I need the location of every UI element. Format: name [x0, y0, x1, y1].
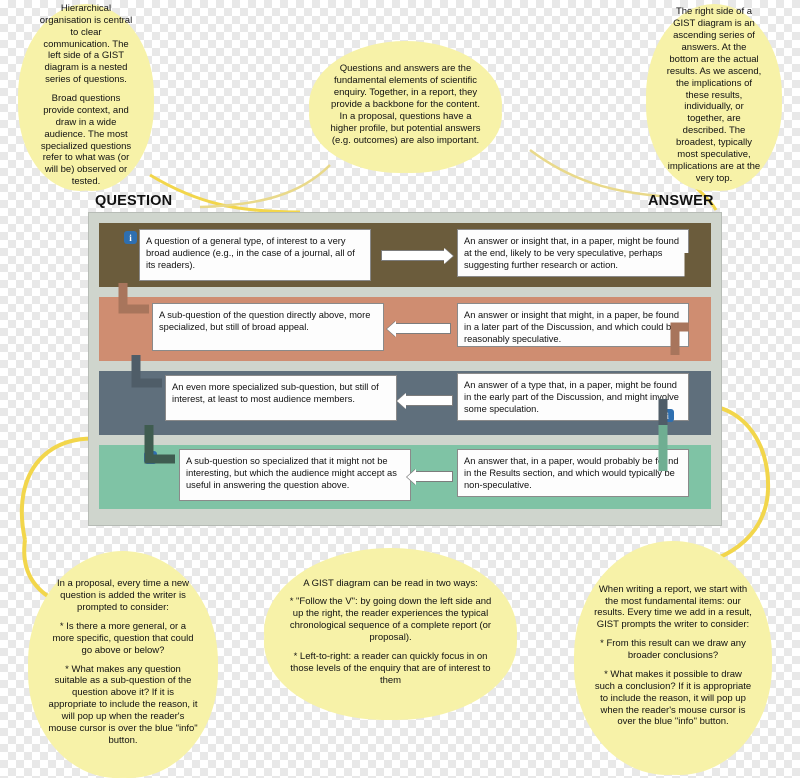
cloud-top-center-p1: Questions and answers are the fundamental elements of scientific enquiry. Together, in a report, they provide a backbone for the content. In a proposal, questions have a higher profile, but potential answers (e.g. outcomes) are also important.	[330, 63, 481, 146]
cloud-bottom-center-p1: A GIST diagram can be read in two ways:	[303, 577, 478, 589]
answer-box-3: An answer of a type that, in a paper, might be found in the early part of the Discussion, and might involve some speculation.	[457, 373, 689, 421]
cloud-bottom-center-p3: * Left-to-right: a reader can quickly focus in on those levels of the enquiry that are of interest to them	[290, 650, 491, 686]
answer-column-header: ANSWER	[648, 193, 714, 209]
cloud-bottom-right-p1: When writing a report, we start with the most fundamental items: our results. Every time we add in a result, GIST prompts the writer to consider:	[594, 583, 752, 631]
cloud-top-right	[650, 8, 778, 183]
cloud-top-left-p1: Hierarchical organisation is central to clear communication. The left side of a GIST diagram is a nested series of questions.	[39, 2, 133, 86]
cloud-bottom-left-p3: * What makes any question suitable as a sub-question of the question above it? If it is appropriate to include the reason, it will pop up when the reader's mouse cursor is over the blue "info" button.	[48, 663, 198, 746]
cloud-bottom-right-p3: * What makes it possible to draw such a conclusion? If it is appropriate to include the reason, it will pop up when the reader's mouse cursor is over the blue "info" button.	[594, 668, 752, 728]
question-box-4: A sub-question so specialized that it might not be interesting, but which the audience might accept as useful in answering the question above.	[179, 449, 411, 501]
info-button-row-4[interactable]: i	[144, 451, 157, 464]
cloud-bottom-right	[578, 545, 768, 767]
cloud-bottom-left-p1: In a proposal, every time a new question is added the writer is prompted to consider:	[56, 578, 189, 614]
cloud-top-left-p2: Broad questions provide context, and draw in a wide audience. The most specialized questions refer to what was (or will be) observed or tested.	[40, 93, 132, 188]
answer-box-1: An answer or insight that, in a paper, might be found at the end, likely to be very speculative, perhaps suggesting further research or action.	[457, 229, 689, 277]
cloud-bottom-left	[32, 555, 214, 770]
cloud-bottom-center	[268, 552, 513, 712]
arrow-row-3	[405, 395, 453, 406]
cloud-bottom-left-p2: * Is there a more general, or a more specific, question that could go above or below?	[52, 620, 194, 656]
arrow-row-4	[415, 471, 453, 482]
answer-box-2: An answer or insight that might, in a paper, be found in a later part of the Discussion, and which could be reasonably speculative.	[457, 303, 689, 347]
cloud-top-left	[22, 2, 150, 188]
cloud-bottom-center-p2: * "Follow the V": by going down the left side and up the right, the reader experiences the typical chronological sequence of a complete report (or proposal).	[289, 596, 492, 643]
cloud-bottom-right-p2: * From this result can we draw any broader conclusions?	[600, 638, 746, 662]
question-box-3: An even more specialized sub-question, but still of interest, at least to most audience members.	[165, 375, 397, 421]
arrow-row-2	[395, 323, 451, 334]
gist-diagram-panel	[88, 212, 722, 526]
answer-box-4: An answer that, in a paper, would probably be found in the Results section, and which would typically be non-speculative.	[457, 449, 689, 497]
cloud-top-right-p1: The right side of a GIST diagram is an ascending series of answers. At the bottom are the actual results. As we ascend, the implications of these results, individually, or together, are described. The broadest, typically most speculative, implications are at the very top.	[666, 6, 762, 184]
question-column-header: QUESTION	[95, 193, 173, 209]
info-button-row-1[interactable]: i	[124, 231, 137, 244]
arrow-row-1	[381, 250, 445, 261]
info-button-right-edge[interactable]: i	[661, 409, 674, 422]
cloud-top-center	[313, 45, 498, 165]
question-box-2: A sub-question of the question directly above, more specialized, but still of broad appeal.	[152, 303, 384, 351]
question-box-1: A question of a general type, of interest to a very broad audience (e.g., in the case of a journal, all of its readers).	[139, 229, 371, 281]
